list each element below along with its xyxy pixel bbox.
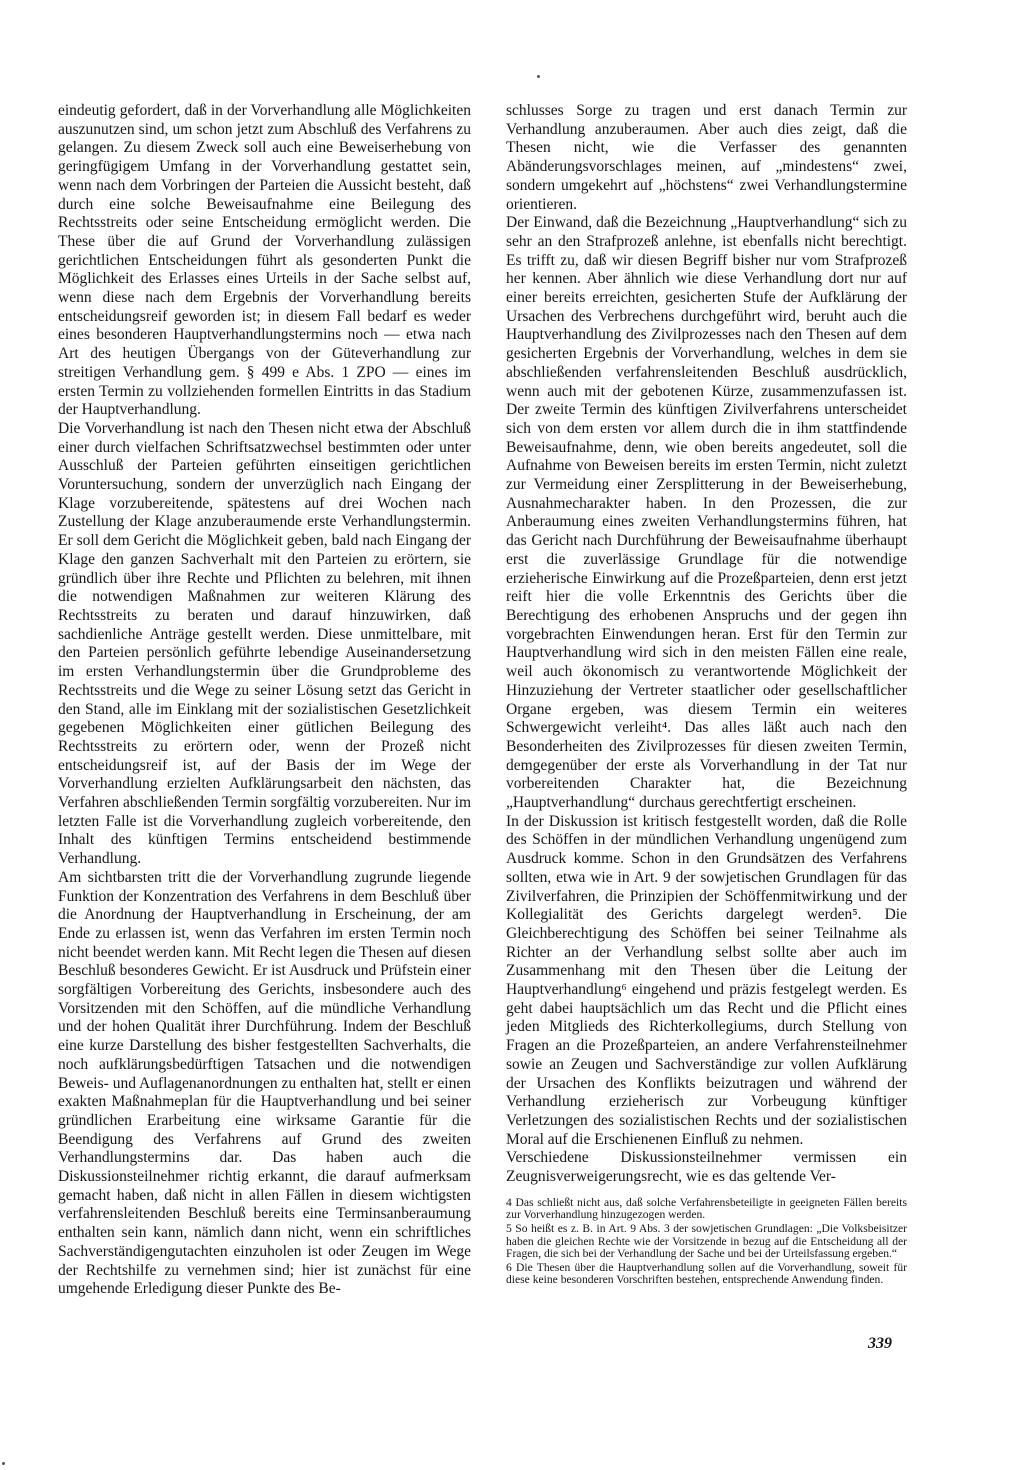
page-number: 339 xyxy=(868,1335,892,1352)
paragraph: Der Einwand, daß die Bezeichnung „Hauptverhandlung“ sich zu sehr an den Strafprozeß anlehne, ist ebenfalls nicht berechtigt. Es trifft zu, daß wir diesen Begriff bisher nur vom Strafprozeß her kennen. Aber ähnlich wie diese Verhandlung dort nur auf einer bereits erreichten, gesicherten Stufe der Aufklärung der Ursachen des Verbrechens durchgeführt wird, beruht auch die Hauptverhandlung des Zivilprozesses nach den Thesen auf dem gesicherten Ergebnis der Vorverhandlung, welches in dem sie abschließenden verfahrensleitenden Beschluß ausdrücklich, wenn auch mit der gebotenen Kürze, zusammenzufassen ist. Der zweite Termin des künftigen Zivilverfahrens unterscheidet sich von dem ersten vor allem durch die in ihm stattfindende Beweisaufnahme, denn, wie oben bereits angedeutet, soll die Aufnahme von Beweisen bereits im ersten Termin, nicht zuletzt zur Vermeidung einer Zersplitterung in der Beweiserhebung, Ausnahmecharakter haben. In den Prozessen, die zur Anberaumung eines zweiten Verhandlungstermins führen, hat das Gericht nach Durchführung der Beweisaufnahme überhaupt erst die zuverlässige Grundlage für die notwendige erzieherische Einwirkung auf die Prozeßparteien, denn erst jetzt reift hier die volle Erkenntnis des Gerichts über die Berechtigung des erhobenen Anspruchs und der gegen ihn vorgebrachten Einwendungen heran. Erst für den Termin zur Hauptverhandlung wird sich in den meisten Fällen eine reale, weil auch ökonomisch zu verantwortende Möglichkeit der Hinzuziehung der Vertreter staatlicher oder gesellschaftlicher Organe ergeben, was diesem Termin ein weiteres Schwergewicht verleiht⁴. Das alles läßt auch nach den Besonderheiten des Zivilprozesses für diesen zweiten Termin, demgegenüber der erste als Vorverhandlung in der Tat nur vorbereitenden Charakter hat, die Bezeichnung „Hauptverhandlung“ durchaus gerechtfertigt erscheinen. xyxy=(506,214,907,812)
paragraph: Die Vorverhandlung ist nach den Thesen nicht etwa der Abschluß einer durch vielfachen Schriftsatzwechsel bestimmten oder unter Ausschluß der Parteien geführten einseitigen gerichtlichen Voruntersuchung, sondern der unverzüglich nach Eingang der Klage vorzubereitende, spätestens auf drei Wochen nach Zustellung der Klage anzuberaumende erste Verhandlungstermin. Er soll dem Gericht die Möglichkeit geben, bald nach Eingang der Klage den ganzen Sachverhalt mit den Parteien zu erörtern, sie gründlich über ihre Rechte und Pflichten zu belehren, mit ihnen die notwendigen Maßnahmen zur weiteren Klärung des Rechtsstreits zu beraten und darauf hinzuwirken, daß sachdienliche Anträge gestellt werden. Diese unmittelbare, mit den Parteien persönlich geführte lebendige Auseinandersetzung im ersten Verhandlungstermin über die Grundprobleme des Rechtsstreits und die Wege zu seiner Lösung setzt das Gericht in den Stand, alle im Einklang mit der sozialistischen Gesetzlichkeit gegebenen Möglichkeiten einer gütlichen Beilegung des Rechtsstreits zu erörtern oder, wenn der Prozeß nicht entscheidungsreif ist, auf der Basis der im Wege der Vorverhandlung erzielten Aufklärungsarbeit den nächsten, das Verfahren abschließenden Termin sorgfältig vorzubereiten. Nur im letzten Falle ist die Vorverhandlung zugleich vorbereitende, den Inhalt des künftigen Termins entscheidend bestimmende Verhandlung. xyxy=(58,419,471,868)
paragraph: Am sichtbarsten tritt die der Vorverhandlung zugrunde liegende Funktion der Konzentration des Verfahrens in dem Beschluß über die Anordnung der Hauptverhandlung in Erscheinung, der am Ende zu erlassen ist, wenn das Verfahren im ersten Termin noch nicht beendet werden kann. Mit Recht legen die Thesen auf diesen Beschluß besonderes Gewicht. Er ist Ausdruck und Prüfstein einer sorgfältigen Vorbereitung des Gerichts, insbesondere auch des Vorsitzenden mit den Schöffen, auf die mündliche Verhandlung und der hohen Qualität ihrer Durchführung. Indem der Beschluß eine kurze Darstellung des bisher festgestellten Sachverhalts, die noch aufklärungsbedürftigen Tatsachen und die notwendigen Beweis- und Auflagenanordnungen zu enthalten hat, stellt er einen exakten Maßnahmeplan für die Hauptverhandlung und bei seiner gründlichen Erarbeitung eine wirksame Garantie für die Beendigung des Verfahrens auf Grund des zweiten Verhandlungstermins dar. Das haben auch die Diskussionsteilnehmer richtig erkannt, die darauf aufmerksam gemacht haben, daß nicht in allen Fällen in diesem wichtigsten verfahrensleitenden Beschluß bereits eine Terminsanberaumung enthalten sein kann, nämlich dann nicht, wenn ein schriftliches Sachverständigengutachten einzuholen ist oder Zeugen im Wege der Rechtshilfe zu vernehmen sind; hier ist zunächst für eine umgehende Erledigung dieser Punkte des Be- xyxy=(58,868,471,1298)
right-column xyxy=(506,102,907,1288)
paragraph: eindeutig gefordert, daß in der Vorverhandlung alle Möglichkeiten auszunutzen sind, um schon jetzt zum Abschluß des Verfahrens zu gelangen. Zu diesem Zweck soll auch eine Beweiserhebung von geringfügigem Umfang in der Vorverhandlung gestattet sein, wenn nach dem Vorbringen der Parteien die Aussicht besteht, daß durch eine solche Beweisaufnahme eine Beilegung des Rechtsstreits oder seine Entscheidung ermöglicht werden. Die These über die auf Grund der Vorverhandlung zulässigen gerichtlichen Entscheidungen führt als gesonderten Punkt die Möglichkeit des Erlasses eines Urteils in der Sache selbst auf, wenn diese nach dem Ergebnis der Vorverhandlung bereits entscheidungsreif geworden ist; in diesem Fall bedarf es weder eines besonderen Hauptverhandlungstermins noch — etwa nach Art des heutigen Übergangs von der Güteverhandlung zur streitigen Verhandlung gem. § 499 e Abs. 1 ZPO — eines im ersten Termin zu vollziehenden formellen Eintritts in das Stadium der Hauptverhandlung. xyxy=(58,102,471,419)
footnote: 6 Die Thesen über die Hauptverhandlung sollen auf die Vorverhandlung, soweit für diese keine besonderen Vorschriften bestehen, entsprechende Anwendung finden. xyxy=(506,1260,907,1287)
footnote: 5 So heißt es z. B. in Art. 9 Abs. 3 der sowjetischen Grundlagen: „Die Volksbeisitzer haben die gleichen Rechte wie der Vorsitzende in bezug auf die Entscheidung all der Fragen, die sich bei der Verhandlung der Sache und bei der Urteilsfassung ergeben.“ xyxy=(506,1221,907,1261)
scan-speck xyxy=(2,1462,5,1465)
scan-speck xyxy=(537,75,540,78)
left-column xyxy=(58,102,471,1299)
paragraph: In der Diskussion ist kritisch festgestellt worden, daß die Rolle des Schöffen in der mündlichen Verhandlung ungenügend zum Ausdruck komme. Schon in den Grundsätzen des Verfahrens sollten, etwa wie in Art. 9 der sowjetischen Grundlagen für das Zivilverfahren, die Prinzipien der Schöffenmitwirkung und der Kollegialität des Gerichts dargelegt werden⁵. Die Gleichberechtigung des Schöffen bei seiner Teilnahme als Richter an der Verhandlung selbst sollte aber auch im Zusammenhang mit den Thesen über die Leitung der Hauptverhandlung⁶ eingehend und präzis festgelegt werden. Es geht dabei hauptsächlich um das Recht und die Pflicht eines jeden Mitglieds des Richterkollegiums, durch Stellung von Fragen an die Prozeßparteien, an andere Verfahrensteilnehmer sowie an Zeugen und Sachverständige zur vollen Aufklärung der Ursachen des Konflikts beizutragen und während der Verhandlung erzieherisch zur Vorbeugung künftiger Verletzungen des sozialistischen Rechts und der sozialistischen Moral auf die Erschienenen Einfluß zu nehmen. xyxy=(506,812,907,1148)
paragraph: Verschiedene Diskussionsteilnehmer vermissen ein Zeugnisverweigerungsrecht, wie es das geltende Ver- xyxy=(506,1149,907,1186)
footnote: 4 Das schließt nicht aus, daß solche Verfahrensbeteiligte in geeigneten Fällen bereits zur Vorverhandlung hinzugezogen werden. xyxy=(506,1195,907,1222)
footnotes xyxy=(506,1193,907,1287)
paragraph: schlusses Sorge zu tragen und erst danach Termin zur Verhandlung anzuberaumen. Aber auch dies zeigt, daß die Thesen nicht, wie die Verfasser des genannten Abänderungsvorschlages meinen, auf „mindestens“ zwei, sondern umgekehrt auf „höchstens“ zwei Verhandlungstermine orientieren. xyxy=(506,102,907,213)
